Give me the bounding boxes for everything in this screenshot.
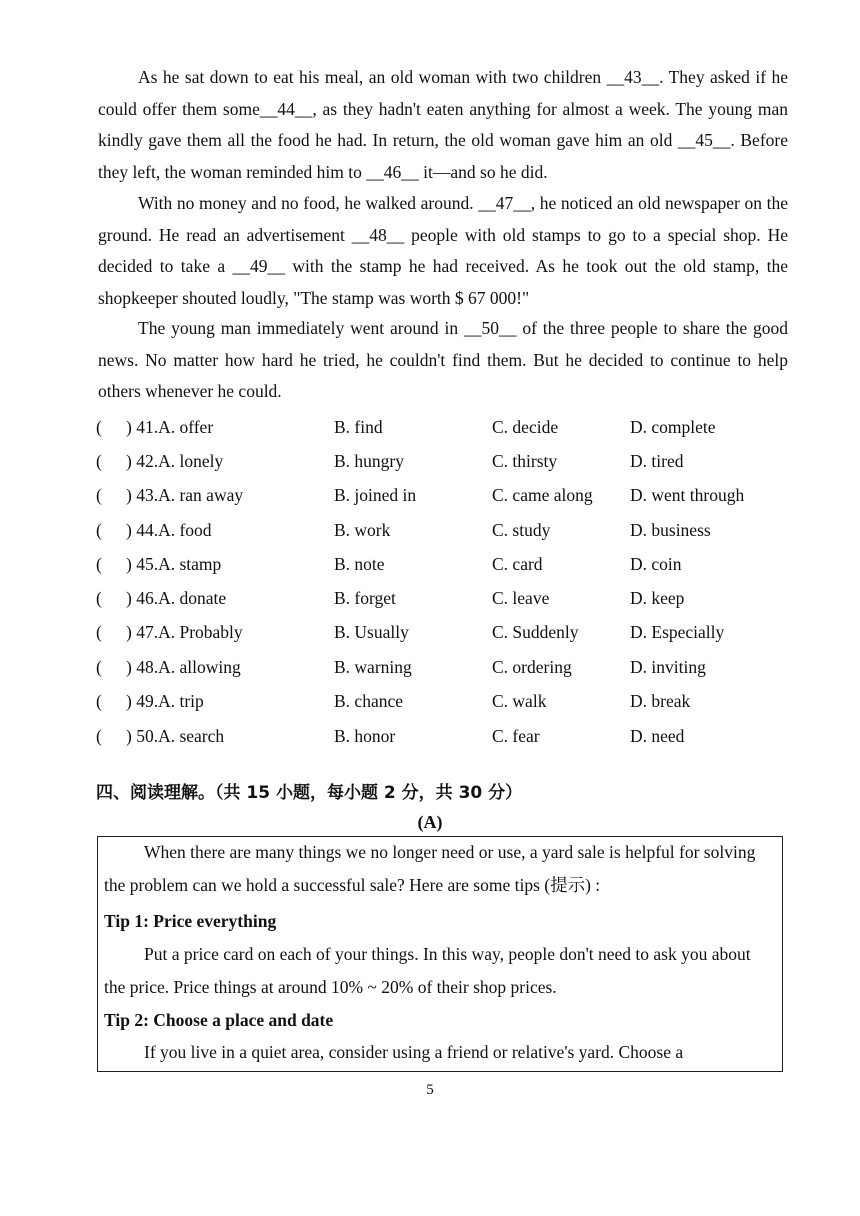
- answer-bracket[interactable]: (: [96, 691, 102, 711]
- option-b: B. work: [334, 520, 391, 540]
- question-row-49: [96, 686, 786, 716]
- option-b: B. chance: [334, 691, 403, 711]
- option-a: ) 46.A. donate: [126, 588, 227, 608]
- option-b: B. find: [334, 417, 383, 437]
- question-row-41: [96, 412, 786, 442]
- option-a: ) 48.A. allowing: [126, 657, 241, 677]
- option-c: C. Suddenly: [492, 622, 579, 642]
- question-row-50: [96, 721, 786, 751]
- option-c: C. fear: [492, 726, 540, 746]
- question-row-46: [96, 583, 786, 613]
- option-d: D. keep: [630, 588, 685, 608]
- option-c: C. decide: [492, 417, 559, 437]
- tip-2-text: If you live in a quiet area, consider using a friend or relative's yard. Choose a: [144, 1042, 684, 1062]
- option-a: ) 47.A. Probably: [126, 622, 243, 642]
- question-row-48: [96, 652, 786, 682]
- answer-bracket[interactable]: (: [96, 485, 102, 505]
- option-b: B. note: [334, 554, 385, 574]
- option-d: D. need: [630, 726, 685, 746]
- section-heading: 四、阅读理解。（共 15 小题，每小题 2 分，共 30 分）: [96, 783, 523, 803]
- answer-bracket[interactable]: (: [96, 554, 102, 574]
- tip-1-title: Tip 1: Price everything: [104, 911, 277, 931]
- answer-bracket[interactable]: (: [96, 588, 102, 608]
- page-number: 5: [426, 1082, 434, 1098]
- option-c: C. study: [492, 520, 551, 540]
- answer-bracket[interactable]: (: [96, 657, 102, 677]
- option-d: D. break: [630, 691, 691, 711]
- question-row-47: [96, 617, 786, 647]
- option-a: ) 50.A. search: [126, 726, 225, 746]
- reading-intro: When there are many things we no longer need or use, a yard sale is helpful for solving the problem can we hold a successful sale? Here are some tips (提示) :: [104, 842, 756, 895]
- option-b: B. joined in: [334, 485, 417, 505]
- option-c: C. thirsty: [492, 451, 558, 471]
- option-c: C. walk: [492, 691, 547, 711]
- option-d: D. inviting: [630, 657, 706, 677]
- option-b: B. forget: [334, 588, 396, 608]
- option-c: C. card: [492, 554, 543, 574]
- option-a: ) 42.A. lonely: [126, 451, 224, 471]
- question-row-45: [96, 549, 786, 579]
- option-d: D. tired: [630, 451, 684, 471]
- option-b: B. hungry: [334, 451, 404, 471]
- answer-bracket[interactable]: (: [96, 726, 102, 746]
- answer-bracket[interactable]: (: [96, 622, 102, 642]
- option-c: C. ordering: [492, 657, 572, 677]
- option-b: B. Usually: [334, 622, 409, 642]
- option-c: C. leave: [492, 588, 550, 608]
- option-b: B. warning: [334, 657, 412, 677]
- answer-bracket[interactable]: (: [96, 520, 102, 540]
- option-a: ) 45.A. stamp: [126, 554, 222, 574]
- answer-bracket[interactable]: (: [96, 417, 102, 437]
- answer-bracket[interactable]: (: [96, 451, 102, 471]
- option-a: ) 41.A. offer: [126, 417, 214, 437]
- option-d: D. Especially: [630, 622, 725, 642]
- tip-1-text: Put a price card on each of your things. In this way, people don't need to ask you about the price. Price things at around 10% ~ 20% of their shop prices.: [104, 944, 751, 997]
- option-a: ) 49.A. trip: [126, 691, 204, 711]
- tip-2-title: Tip 2: Choose a place and date: [104, 1010, 334, 1030]
- option-d: D. went through: [630, 485, 745, 505]
- option-d: D. complete: [630, 417, 716, 437]
- passage-paragraph-1: As he sat down to eat his meal, an old woman with two children __43__. They asked if he could offer them some__44__, as they hadn't eaten anything for almost a week. The young man kindly gave them all the food he had. In return, the old woman gave him an old __45__. Before they left, the woman reminded him to __46__ it—and so he did.: [98, 67, 788, 182]
- passage-paragraph-2: With no money and no food, he walked around. __47__, he noticed an old newspaper on the ground. He read an advertisement __48__ people with old stamps to go to a special shop. He decided to take a __49__ with the stamp he had received. As he took out the old stamp, the shopkeeper shouted loudly, "The stamp was worth $ 67 000!": [98, 193, 788, 308]
- question-row-44: [96, 515, 786, 545]
- option-d: D. coin: [630, 554, 682, 574]
- option-c: C. came along: [492, 485, 593, 505]
- option-a: ) 43.A. ran away: [126, 485, 244, 505]
- question-row-42: [96, 446, 786, 476]
- option-a: ) 44.A. food: [126, 520, 212, 540]
- option-b: B. honor: [334, 726, 396, 746]
- question-row-43: [96, 480, 786, 510]
- passage-paragraph-3: The young man immediately went around in __50__ of the three people to share the good news. No matter how hard he tried, he couldn't find them. But he decided to continue to help others whenever he could.: [98, 318, 788, 401]
- passage-a-heading: (A): [417, 812, 443, 832]
- option-d: D. business: [630, 520, 711, 540]
